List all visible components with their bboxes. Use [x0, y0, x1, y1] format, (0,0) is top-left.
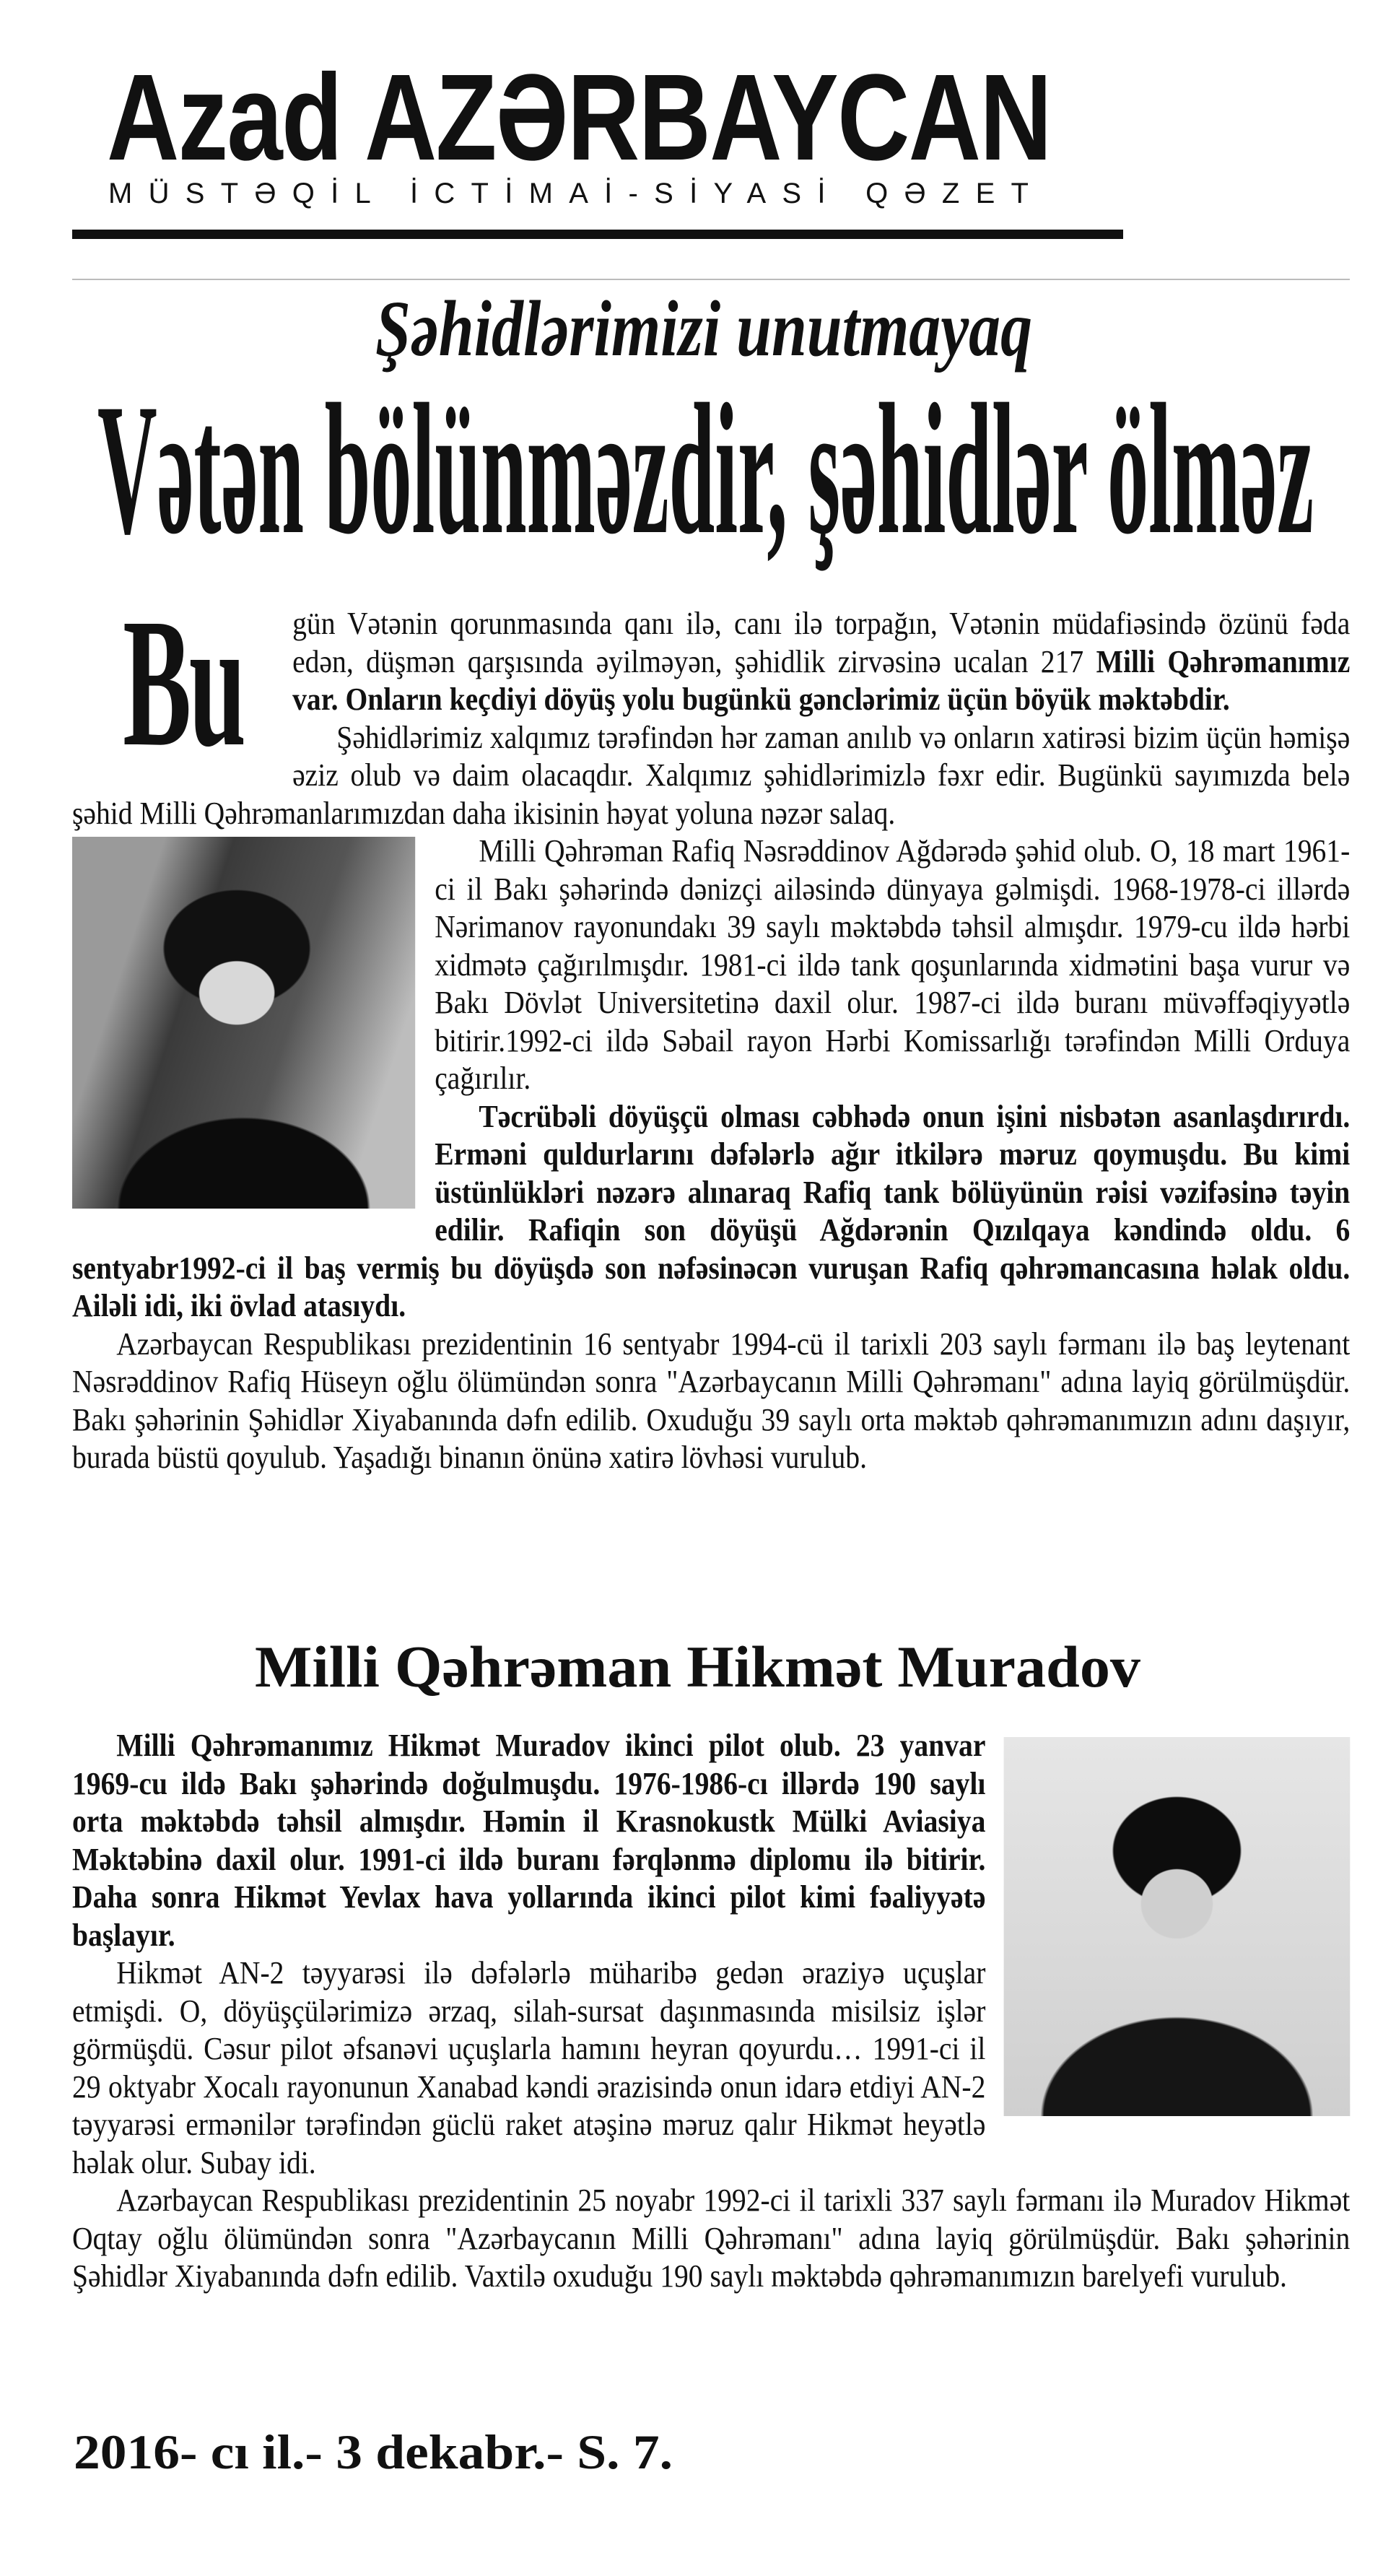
paragraph: Təcrübəli döyüşçü olması cəbhədə onun işini nisbətən asanlaşdırırdı. Erməni quldurlarını dəfələrlə ağır itkilərə məruz qoymuşdu. Bu kimi üstünlükləri nəzərə alınaraq Rafiq tank bölüyünün rəisi vəzifəsinə təyin edilir. Rafiqin son döyüşü Ağdərənin Qızılqaya kəndində oldu. 6 sentyabr1992-ci il baş vermiş bu döyüşdə son nəfəsinəcən vuruşan Rafiq qəhrəmancasına həlak oldu. Ailəli idi, iki övlad atasıydı. [72, 1098, 1351, 1323]
drop-cap: Bu [123, 581, 244, 785]
paragraph: Milli Qəhrəmanımız Hikmət Muradov ikinci pilot olub. 23 yanvar 1969-cu ildə Bakı şəhərində doğulmuşdu. 1976-1986-cı illərdə 190 saylı orta məktəbdə təhsil almışdır. Həmin il Krasnokustk Mülki Aviasiya Məktəbinə daxil olur. 1991-ci ildə buranı fərqlənmə diplomu ilə bitirir. Daha sonra Hikmət Yevlax hava yollarında ikinci pilot kimi fəaliyyətə başlayır. [72, 1728, 986, 1953]
masthead-rule [72, 230, 1123, 239]
section-heading [255, 1634, 1140, 1700]
paragraph: Azərbaycan Respublikası prezidentinin 25 noyabr 1992-ci il tarixli 337 saylı fərmanı ilə Muradov Hikmət Oqtay oğlu ölümündən sonra "Azərbaycanın Milli Qəhrəmanı" adına layiq görülmüşdür. Bakı şəhərinin Şəhidlər Xiyabanında dəfn edilib. Vaxtilə oxuduğu 190 saylı məktəbdə qəhrəmanımızın barelyefi vurulub. [72, 2183, 1351, 2294]
kicker-text: Şəhidlərimizi unutmayaq [375, 284, 1032, 373]
section-heading-text: Milli Qəhrəman Hikmət Muradov [255, 1634, 1140, 1700]
divider [72, 279, 1350, 280]
masthead-subtitle-text: MÜSTƏQİL İCTİMAİ-SİYASİ QƏZET [108, 178, 1045, 209]
masthead-title-text: Azad AZƏRBAYCAN [107, 49, 1051, 186]
article-section-1 [72, 581, 1351, 1477]
source-citation-text: 2016- cı il.- 3 dekabr.- S. 7. [74, 2424, 673, 2479]
paragraph: Hikmət AN-2 təyyarəsi ilə dəfələrlə müharibə gedən əraziyə uçuşlar etmişdi. O, döyüşçülərimizə ərzaq, silah-sursat daşınmasında misilsiz işlər görmüşdü. Cəsur pilot əfsanəvi uçuşlarla hamını heyran qoyurdu… 1991-ci il 29 oktyabr Xocalı rayonunun Xanabad kəndi ərazisində onun idarə etdiyi AN-2 təyyarəsi ermənilər tərəfindən güclü raket atəşinə məruz qalır Hikmət heyətlə həlak olur. Subay idi. [72, 1955, 986, 2180]
headline-text: Vətən bölünməzdir, şəhidlər ölməz [97, 365, 1314, 573]
source-citation [74, 2424, 673, 2479]
paragraph: Azərbaycan Respublikası prezidentinin 16 sentyabr 1994-cü il tarixli 203 saylı fərmanı ilə baş leytenant Nəsrəddinov Rafiq Hüseyn oğlu ölümündən sonra "Azərbaycanın Milli Qəhrəmanı" adına layiq görülmüşdür. Bakı şəhərinin Şəhidlər Xiyabanında dəfn edilib. Oxuduğu 39 saylı orta məktəb qəhrəmanımızın adını daşıyır, burada büstü qoyulub. Yaşadığı binanın önünə xatirə lövhəsi vurulub. [72, 1326, 1351, 1475]
masthead-subtitle [108, 179, 1044, 208]
paragraph: Milli Qəhrəman Rafiq Nəsrəddinov Ağdərədə şəhid olub. O, 18 mart 1961-ci il Bakı şəhərində dənizçi ailəsində dünyaya gəlmişdi. 1968-1978-ci illərdə Nərimanov rayonundakı 39 saylı məktəbdə təhsil almışdır. 1979-cu ildə hərbi xidmətə çağırılmışdır. 1981-ci ildə tank qoşunlarında xidmətini başa vurur və Bakı Dövlət Universitetinə daxil olur. 1987-ci ildə buranı müvəffəqiyyətlə bitirir.1992-ci ildə Səbail rayon Hərbi Komissarlığı tərəfindən Milli Orduya çağırılır. [435, 833, 1351, 1096]
paragraph-intro: gün Vətənin qorunmasında qanı ilə, canı ilə torpağın, Vətənin müdafiəsində özünü fəda edən, düşmən qarşısında əyilməyən, şəhidlik zirvəsinə ucalan 217 Milli Qəhrəmanımız var. Onların keçdiyi döyüş yolu bugünkü gənclərimiz üçün böyük məktəbdir. [292, 606, 1351, 717]
masthead-title [107, 49, 1263, 186]
portrait-photo-hikmat-muradov [1004, 1737, 1351, 2116]
article-section-2 [72, 1727, 1350, 2296]
article-kicker [375, 284, 1198, 373]
paragraph: Şəhidlərimiz xalqımız tərəfindən hər zaman anılıb və onların xatirəsi bizim üçün həmişə əziz olub və daim olacaqdır. Xalqımız şəhidlərimizlə fəxr edir. Bugünkü sayımızda belə şəhid Milli Qəhrəmanlarımızdan daha ikisinin həyat yoluna nəzər salaq. [72, 719, 1351, 831]
article-headline [97, 365, 1396, 573]
portrait-photo-rafiq-nasraddinov [72, 837, 415, 1209]
